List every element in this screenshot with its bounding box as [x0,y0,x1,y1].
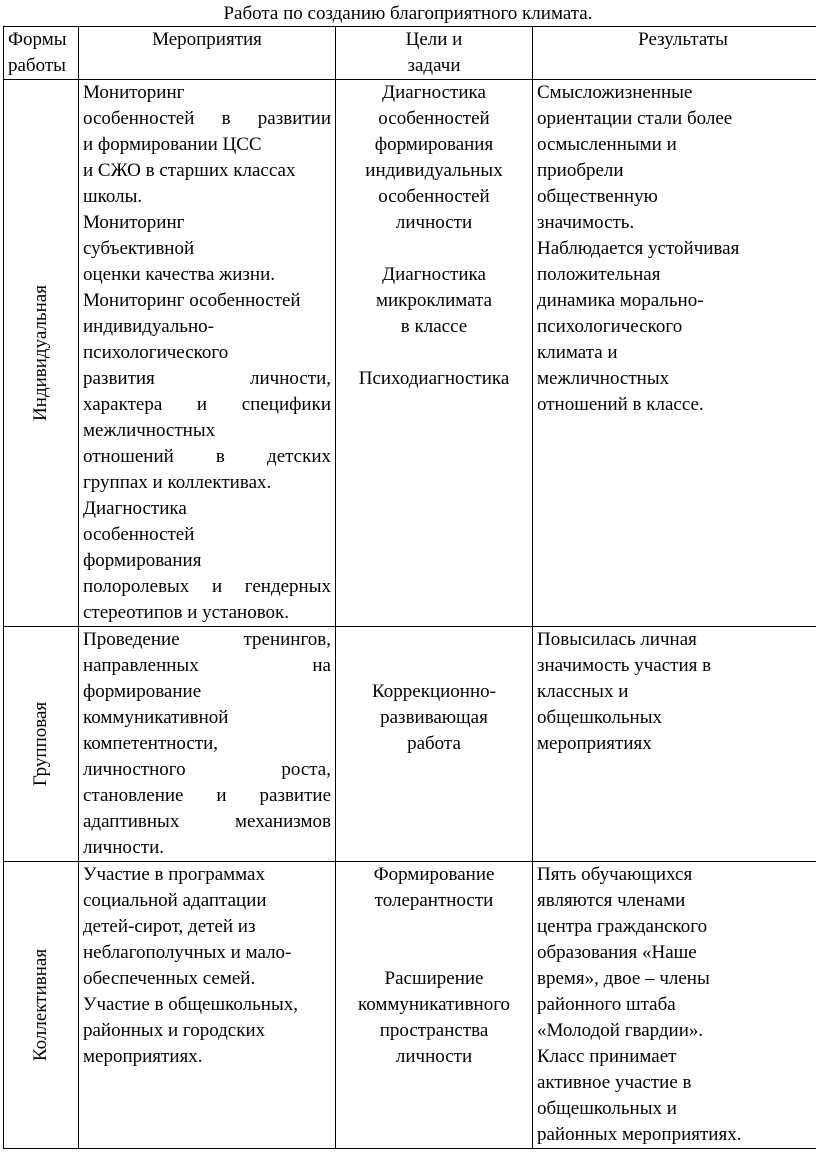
goal-line: особенностей [378,186,490,207]
activity-line: направленных на [83,655,331,676]
activity-line: Мониторинг [83,82,185,103]
results-cell [533,80,816,627]
activity-line: личностного роста, [83,759,331,780]
activity-line: коммуникативной [83,707,229,728]
activity-line: личности. [83,837,165,858]
result-line: межличностных [537,368,670,389]
activity-line: и формировании ЦСС [83,134,262,155]
goal-line [340,340,528,366]
goal-line [340,940,528,966]
goal-line [340,653,528,679]
goal-line: Диагностика [382,82,486,103]
result-line: районного штаба [537,994,676,1015]
page-title: Работа по созданию благоприятного климата. [223,3,593,24]
header-goals-line: задачи [407,55,461,76]
activity-line: детей-сирот, детей из [83,916,256,937]
table-row [4,80,816,627]
result-line: Повысилась личная [537,629,697,650]
table-row [4,627,816,862]
result-line: активное участие в [537,1072,692,1093]
result-line: ориентации стали более [537,108,733,129]
activity-line: полоролевых и гендерных [83,576,331,597]
activities-cell [79,862,336,1149]
result-line: общешкольных и [537,1098,677,1119]
activity-line: мероприятиях. [83,1046,203,1067]
result-line: климата и [537,342,618,363]
result-line: Смысложизненные [537,82,693,103]
activity-line: Мониторинг особенностей [83,290,301,311]
goal-line: микроклимата [375,290,493,311]
goals-cell [336,862,533,1149]
activity-line: Мониторинг [83,212,185,233]
goal-line [340,236,528,262]
activity-line: школы. [83,186,143,207]
goal-line: личности [395,212,473,233]
activity-line: Участие в программах [83,864,265,885]
result-line: центра гражданского [537,916,708,937]
result-line: психологического [537,316,683,337]
activity-line: Диагностика [83,498,187,519]
activities-cell [79,80,336,627]
activity-line: психологического [83,342,229,363]
goal-line [340,627,528,653]
form-cell [4,862,79,1149]
result-line: Наблюдается устойчивая [537,238,740,259]
result-line: отношений в классе. [537,394,704,415]
activity-line: стереотипов и установок. [83,602,290,623]
header-goals-line: Цели и [405,29,463,50]
result-line: Пять обучающихся [537,864,693,885]
header-goals [336,27,533,80]
goal-line: развивающая [380,707,488,728]
goal-line: Формирование [373,864,495,885]
activity-line: субъективной [83,238,195,259]
activity-line: характера и специфики [83,394,331,415]
goal-line: в классе [400,316,468,337]
header-forms-line: работы [8,55,66,76]
result-line: классных и [537,681,629,702]
result-line: динамика морально- [537,290,704,311]
header-forms-line: Формы [8,29,67,50]
result-line: мероприятиях [537,733,652,754]
header-activities: Мероприятия [79,27,336,80]
activity-line: отношений в детских [83,446,331,467]
result-line: являются членами [537,890,686,911]
activity-line: компетентности, [83,733,219,754]
goal-line: коммуникативного [357,994,511,1015]
activity-line: особенностей [83,524,195,545]
goal-line: особенностей [378,108,490,129]
header-results: Результаты [533,27,816,80]
result-line: Класс принимает [537,1046,677,1067]
goal-line: Диагностика [382,264,486,285]
goal-line: Коррекционно- [372,681,496,702]
activity-line: и СЖО в старших классах [83,160,296,181]
activity-line: индивидуально- [83,316,214,337]
goal-line: пространства [379,1020,489,1041]
result-line: «Молодой гвардии». [537,1020,704,1041]
result-line: общешкольных [537,707,662,728]
form-label: Индивидуальная [30,285,51,421]
result-line: образования «Наше [537,942,697,963]
result-line: осмысленными и [537,134,677,155]
table-row [4,862,816,1149]
result-line: значимость. [537,212,635,233]
table-header-row [4,27,816,80]
activity-line: адаптивных механизмов [83,811,331,832]
goal-line [340,914,528,940]
goals-cell [336,80,533,627]
goal-line: толерантности [374,890,494,911]
goal-line: работа [407,733,461,754]
activity-line: развития личности, [83,368,331,389]
goal-line: личности [395,1046,473,1067]
activity-line: неблагополучных и мало- [83,942,292,963]
activity-line: обеспеченных семей. [83,968,256,989]
activity-line: особенностей в развитии [83,108,331,129]
goal-line: формирования [374,134,494,155]
activity-line: районных и городских [83,1020,266,1041]
activity-line: Проведение тренингов, [83,629,331,650]
result-line: значимость участия в [537,655,712,676]
result-line: положительная [537,264,661,285]
result-line: общественную [537,186,658,207]
result-line: приобрели [537,160,624,181]
header-forms [4,27,79,80]
activity-line: формирование [83,681,202,702]
goal-line: Расширение [384,968,484,989]
results-cell [533,862,816,1149]
goal-line: Психодиагностика [358,368,510,389]
goal-line: индивидуальных [365,160,503,181]
activity-line: социальной адаптации [83,890,267,911]
activity-line: формирования [83,550,202,571]
goals-cell [336,627,533,862]
climate-work-table [3,26,816,1149]
results-cell [533,627,816,862]
activity-line: Участие в общешкольных, [83,994,298,1015]
form-label: Групповая [30,701,51,787]
form-label: Коллективная [30,948,52,1062]
activity-line: группах и коллективах. [83,472,272,493]
activities-cell [79,627,336,862]
form-cell [4,80,79,627]
form-cell [4,627,79,862]
activity-line: межличностных [83,420,216,441]
activity-line: становление и развитие [83,785,331,806]
result-line: районных мероприятиях. [537,1124,742,1145]
activity-line: оценки качества жизни. [83,264,276,285]
result-line: время», двое – члены [537,968,710,989]
